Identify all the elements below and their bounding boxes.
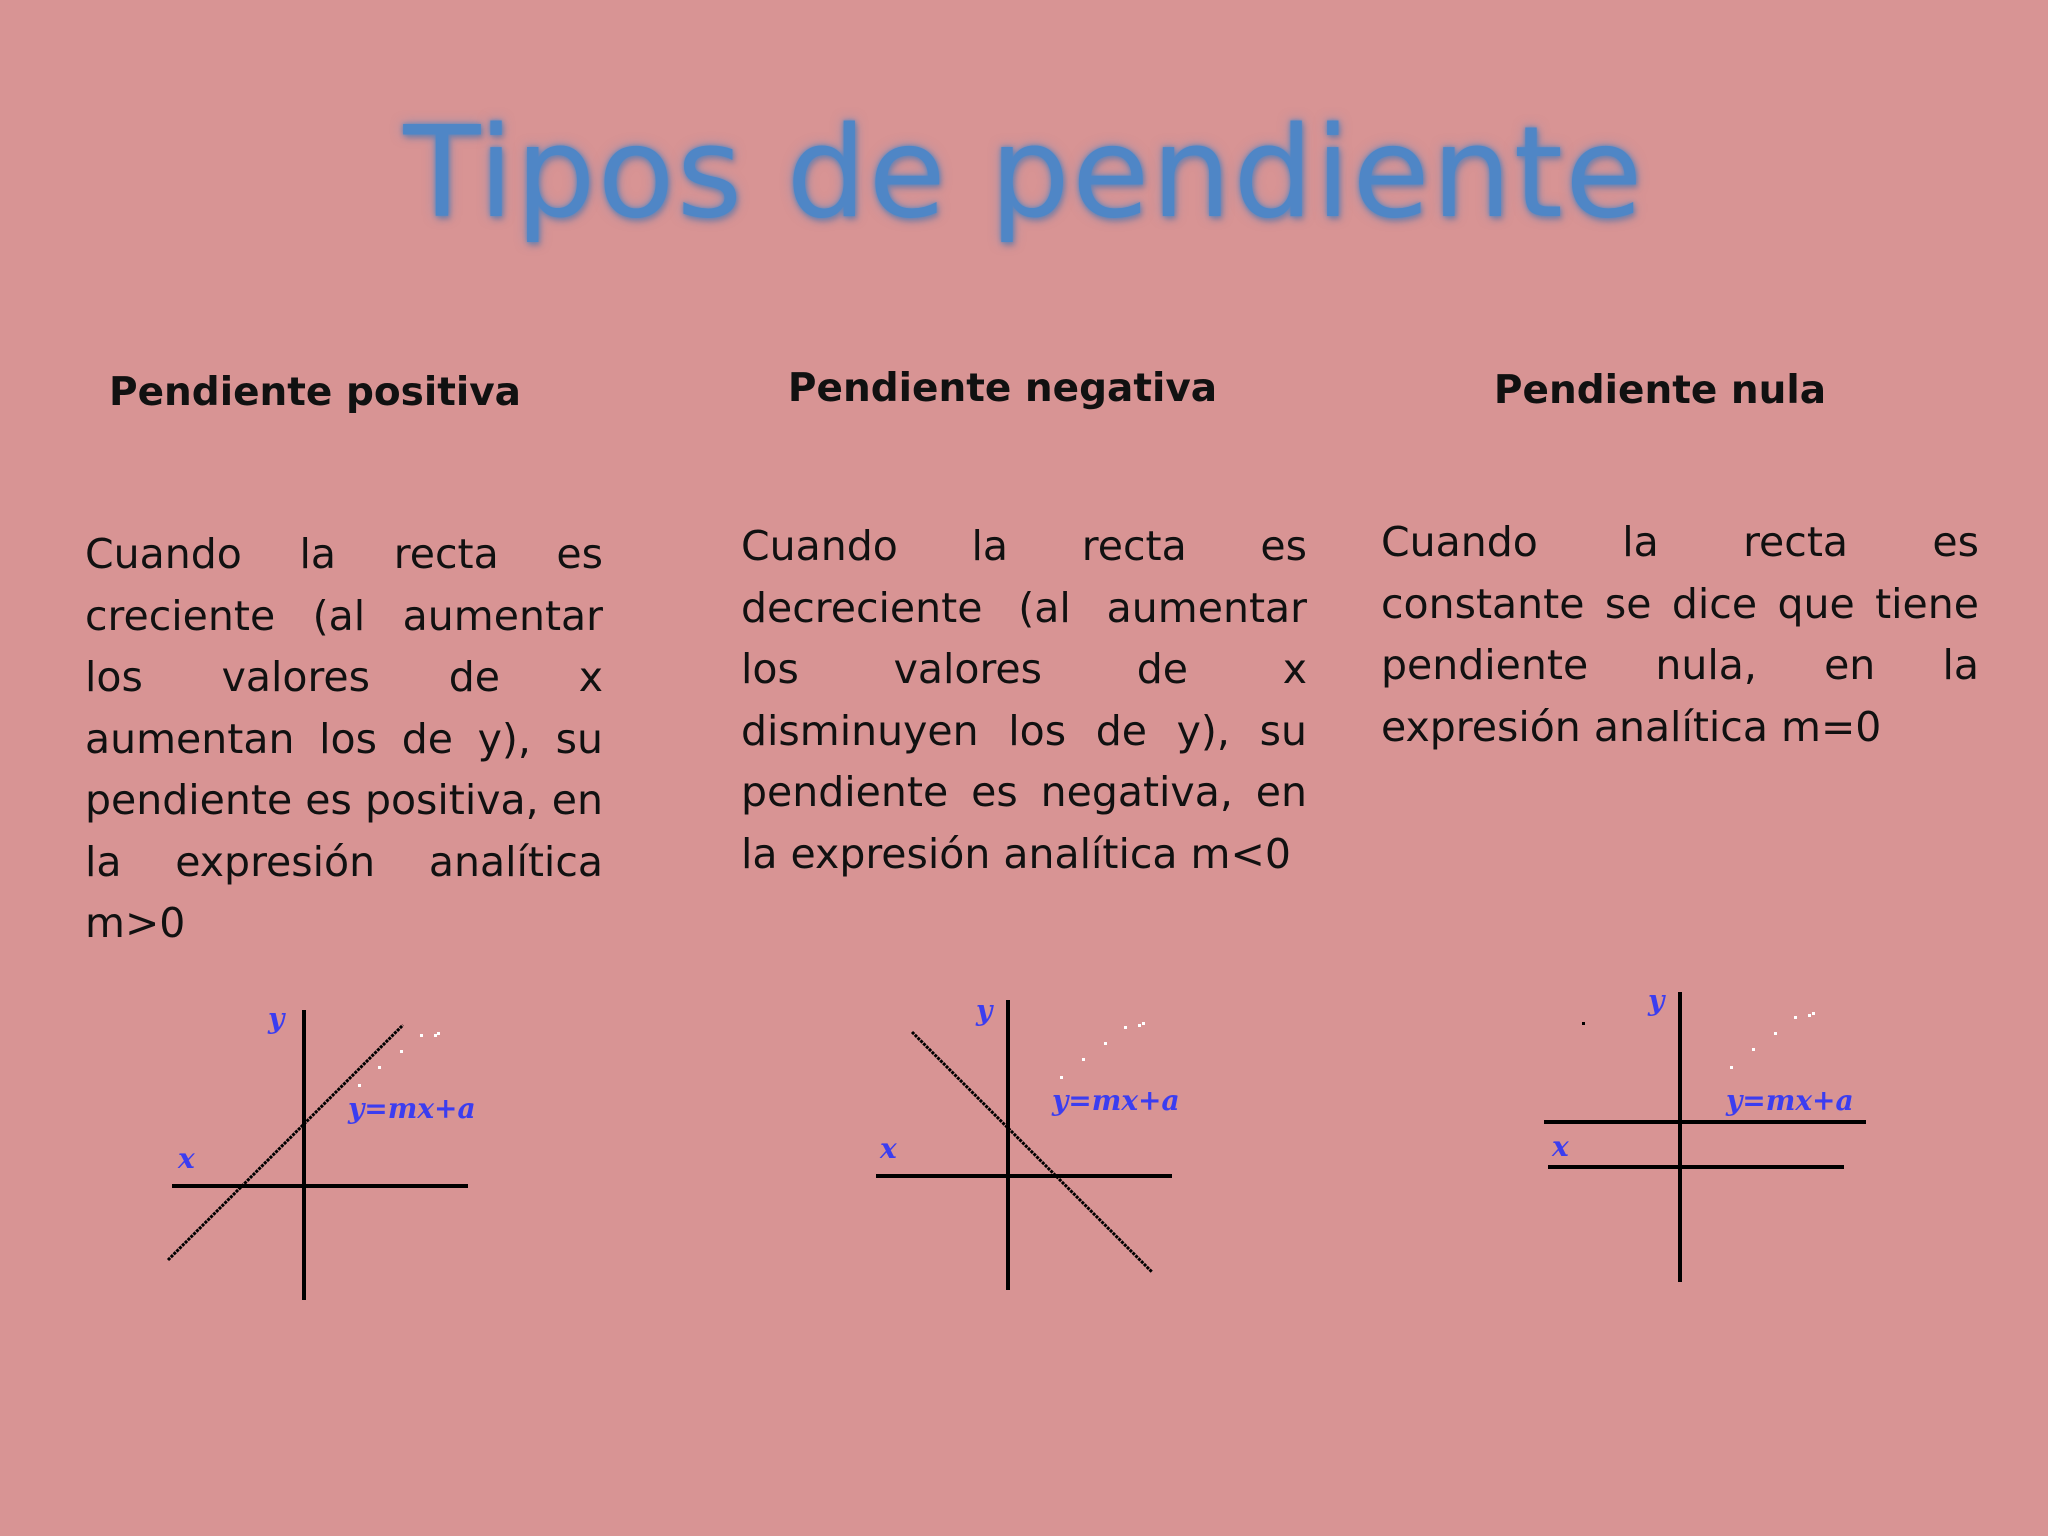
text-negative-slope: Cuando la recta es decreciente (al aumentar los valores de x disminuyen los de y), su pendiente es negativa, en la expresión analítica m<0 [741,522,1307,878]
graph-negative-slope [860,990,1240,1310]
dotted-continuation [1060,1022,1145,1079]
x-axis-label: x [880,1132,897,1165]
y-axis-label: y [1648,984,1665,1017]
heading-zero-slope: Pendiente nula [1493,368,1827,413]
equation-label: y=mx+a [348,1092,476,1125]
slide-title: Tipos de pendiente [403,99,1645,246]
slope-line [168,1025,403,1260]
heading-positive-slope: Pendiente positiva [108,370,521,415]
graph-positive-slope [150,990,530,1310]
slope-line [912,1032,1152,1272]
graph-zero-slope [1530,980,1910,1300]
x-axis-label: x [1552,1130,1569,1163]
dotted-continuation [1730,1012,1815,1069]
equation-label: y=mx+a [1726,1084,1854,1117]
equation-label: y=mx+a [1052,1084,1180,1117]
stray-dot [1582,1022,1585,1025]
heading-negative-slope: Pendiente negativa [787,366,1218,411]
y-axis-label: y [976,994,993,1027]
text-zero-slope: Cuando la recta es constante se dice que tiene pendiente nula, en la expresión analítica m=0 [1381,518,1979,751]
y-axis-label: y [268,1002,285,1035]
text-positive-slope: Cuando la recta es creciente (al aumentar los valores de x aumentan los de y), su pendiente es positiva, en la expresión analítica m>0 [85,530,603,947]
x-axis-label: x [178,1142,195,1175]
